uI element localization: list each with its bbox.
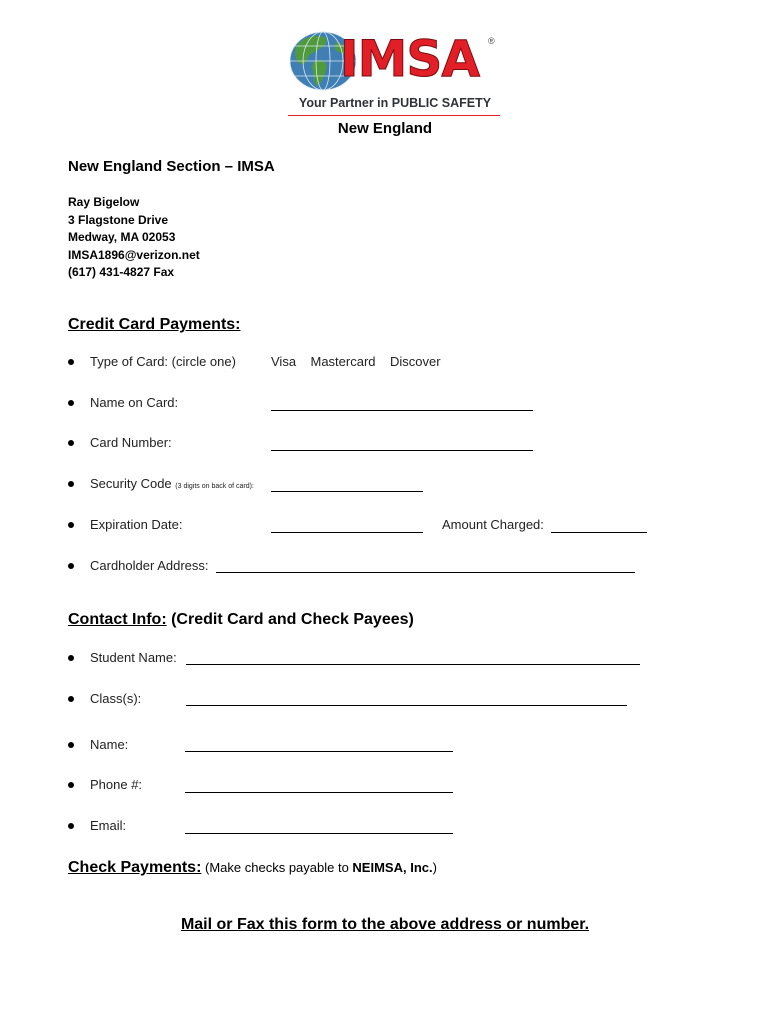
expiration-field[interactable]	[271, 532, 423, 533]
card-type-label: Type of Card: (circle one)	[90, 354, 236, 369]
cardholder-address-label: Cardholder Address:	[90, 558, 209, 573]
cardholder-address-field[interactable]	[216, 572, 635, 573]
registered-mark: ®	[488, 36, 495, 46]
logo-wordmark: IMSA	[340, 30, 480, 88]
contact-info-heading-rest: (Credit Card and Check Payees)	[166, 611, 414, 628]
check-note-post: )	[432, 860, 437, 875]
security-code-note: (3 digits on back of card):	[175, 483, 254, 490]
card-number-field[interactable]	[271, 450, 533, 451]
bullet-dot	[68, 522, 74, 528]
email-label: Email:	[90, 818, 127, 833]
check-heading: Check Payments:	[68, 859, 202, 876]
name-field[interactable]	[185, 751, 453, 752]
bullet-dot	[68, 440, 74, 446]
expiration-label: Expiration Date:	[90, 517, 183, 532]
contact-info-heading	[68, 611, 414, 629]
security-code-text: Security Code	[90, 476, 172, 491]
section-title: New England Section – IMSA	[68, 158, 275, 175]
phone-label: Phone #:	[90, 777, 143, 792]
amount-charged-label: Amount Charged:	[442, 517, 544, 532]
security-code-label	[90, 476, 254, 491]
name-on-card-label: Name on Card:	[90, 395, 179, 410]
contact-city: Medway, MA 02053	[68, 230, 176, 244]
credit-heading-text: Credit Card Payments:	[68, 316, 241, 333]
phone-field[interactable]	[185, 792, 453, 793]
tagline-rule	[288, 115, 500, 116]
bullet-dot	[68, 563, 74, 569]
bullet-dot	[68, 400, 74, 406]
contact-name: Ray Bigelow	[68, 195, 140, 209]
bullet-dot	[68, 823, 74, 829]
bullet-dot	[68, 481, 74, 487]
card-type-options[interactable]: Visa Mastercard Discover	[271, 354, 441, 369]
contact-fax: (617) 431-4827 Fax	[68, 265, 175, 279]
mail-fax-instruction: Mail or Fax this form to the above address or number.	[180, 916, 590, 933]
class-label: Class(s):	[90, 691, 142, 706]
bullet-dot	[68, 742, 74, 748]
logo-tagline: Your Partner in PUBLIC SAFETY	[298, 96, 492, 110]
amount-charged-field[interactable]	[551, 532, 647, 533]
student-name-field[interactable]	[186, 664, 640, 665]
contact-info-heading-underlined: Contact Info:	[68, 611, 167, 628]
check-payments-line	[68, 859, 437, 877]
class-field[interactable]	[186, 705, 627, 706]
imsa-logo	[288, 28, 503, 120]
region-title: New England	[337, 120, 433, 137]
email-field[interactable]	[185, 833, 453, 834]
bullet-dot	[68, 782, 74, 788]
bullet-dot	[68, 359, 74, 365]
contact-email: IMSA1896@verizon.net	[68, 247, 200, 262]
credit-heading	[68, 316, 241, 334]
bullet-dot	[68, 696, 74, 702]
check-payee: NEIMSA, Inc.	[352, 860, 433, 875]
name-label: Name:	[90, 737, 129, 752]
name-on-card-field[interactable]	[271, 410, 533, 411]
security-code-field[interactable]	[271, 491, 423, 492]
check-note-pre: (Make checks payable to	[205, 860, 353, 875]
contact-street: 3 Flagstone Drive	[68, 212, 169, 227]
student-name-label: Student Name:	[90, 650, 177, 665]
bullet-dot	[68, 655, 74, 661]
card-number-label: Card Number:	[90, 435, 172, 450]
